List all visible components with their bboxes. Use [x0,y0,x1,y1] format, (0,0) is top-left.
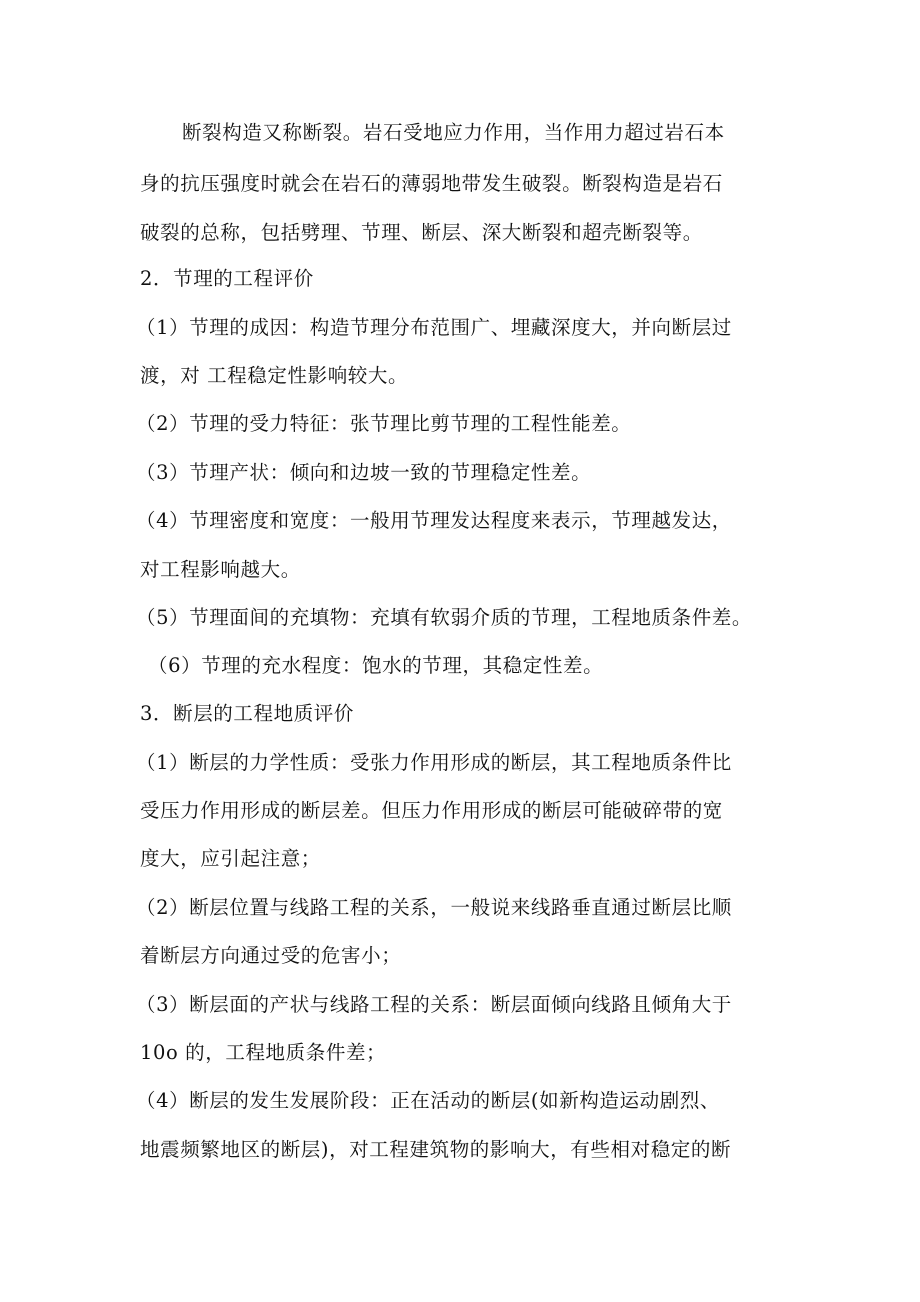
list-item-line: （5）节理面间的充填物：充填有软弱介质的节理，工程地质条件差。 [136,606,753,629]
list-item-line: （3）节理产状：倾向和边坡一致的节理稳定性差。 [136,461,592,484]
list-item-line: 渡，对 工程稳定性影响较大。 [140,364,409,387]
section-heading: 2．节理的工程评价 [140,267,314,290]
section-heading: 3．断层的工程地质评价 [140,702,355,725]
list-item-line: 受压力作用形成的断层差。但压力作用形成的断层可能破碎带的宽 [140,799,723,822]
paragraph-line: 破裂的总称，包括劈理、节理、断层、深大断裂和超壳断裂等。 [140,221,703,244]
list-item-line: （1）断层的力学性质：受张力作用形成的断层，其工程地质条件比 [136,751,732,774]
list-item-line: （4）断层的发生发展阶段：正在活动的断层(如新构造运动剧烈、 [136,1089,721,1112]
list-item-line: 10o 的，工程地质条件差； [140,1041,387,1064]
list-item-line: 对工程影响越大。 [140,558,301,581]
list-item-line: （6）节理的充水程度：饱水的节理，其稳定性差。 [148,654,604,677]
paragraph-line: 身的抗压强度时就会在岩石的薄弱地带发生破裂。断裂构造是岩石 [140,172,723,195]
list-item-line: 度大，应引起注意； [140,847,321,870]
list-item-line: 着断层方向通过受的危害小； [140,944,402,967]
paragraph-line: 断裂构造又称断裂。岩石受地应力作用，当作用力超过岩石本 [182,121,725,144]
list-item-line: 地震频繁地区的断层)，对工程建筑物的影响大，有些相对稳定的断 [140,1138,732,1161]
list-item-line: （1）节理的成因：构造节理分布范围广、埋藏深度大，并向断层过 [136,316,732,339]
list-item-line: （4）节理密度和宽度：一般用节理发达程度来表示，节理越发达， [136,509,732,532]
list-item-line: （2）节理的受力特征：张节理比剪节理的工程性能差。 [136,412,632,435]
list-item-line: （2）断层位置与线路工程的关系，一般说来线路垂直通过断层比顺 [136,896,732,919]
list-item-line: （3）断层面的产状与线路工程的关系：断层面倾向线路且倾角大于 [136,993,732,1016]
